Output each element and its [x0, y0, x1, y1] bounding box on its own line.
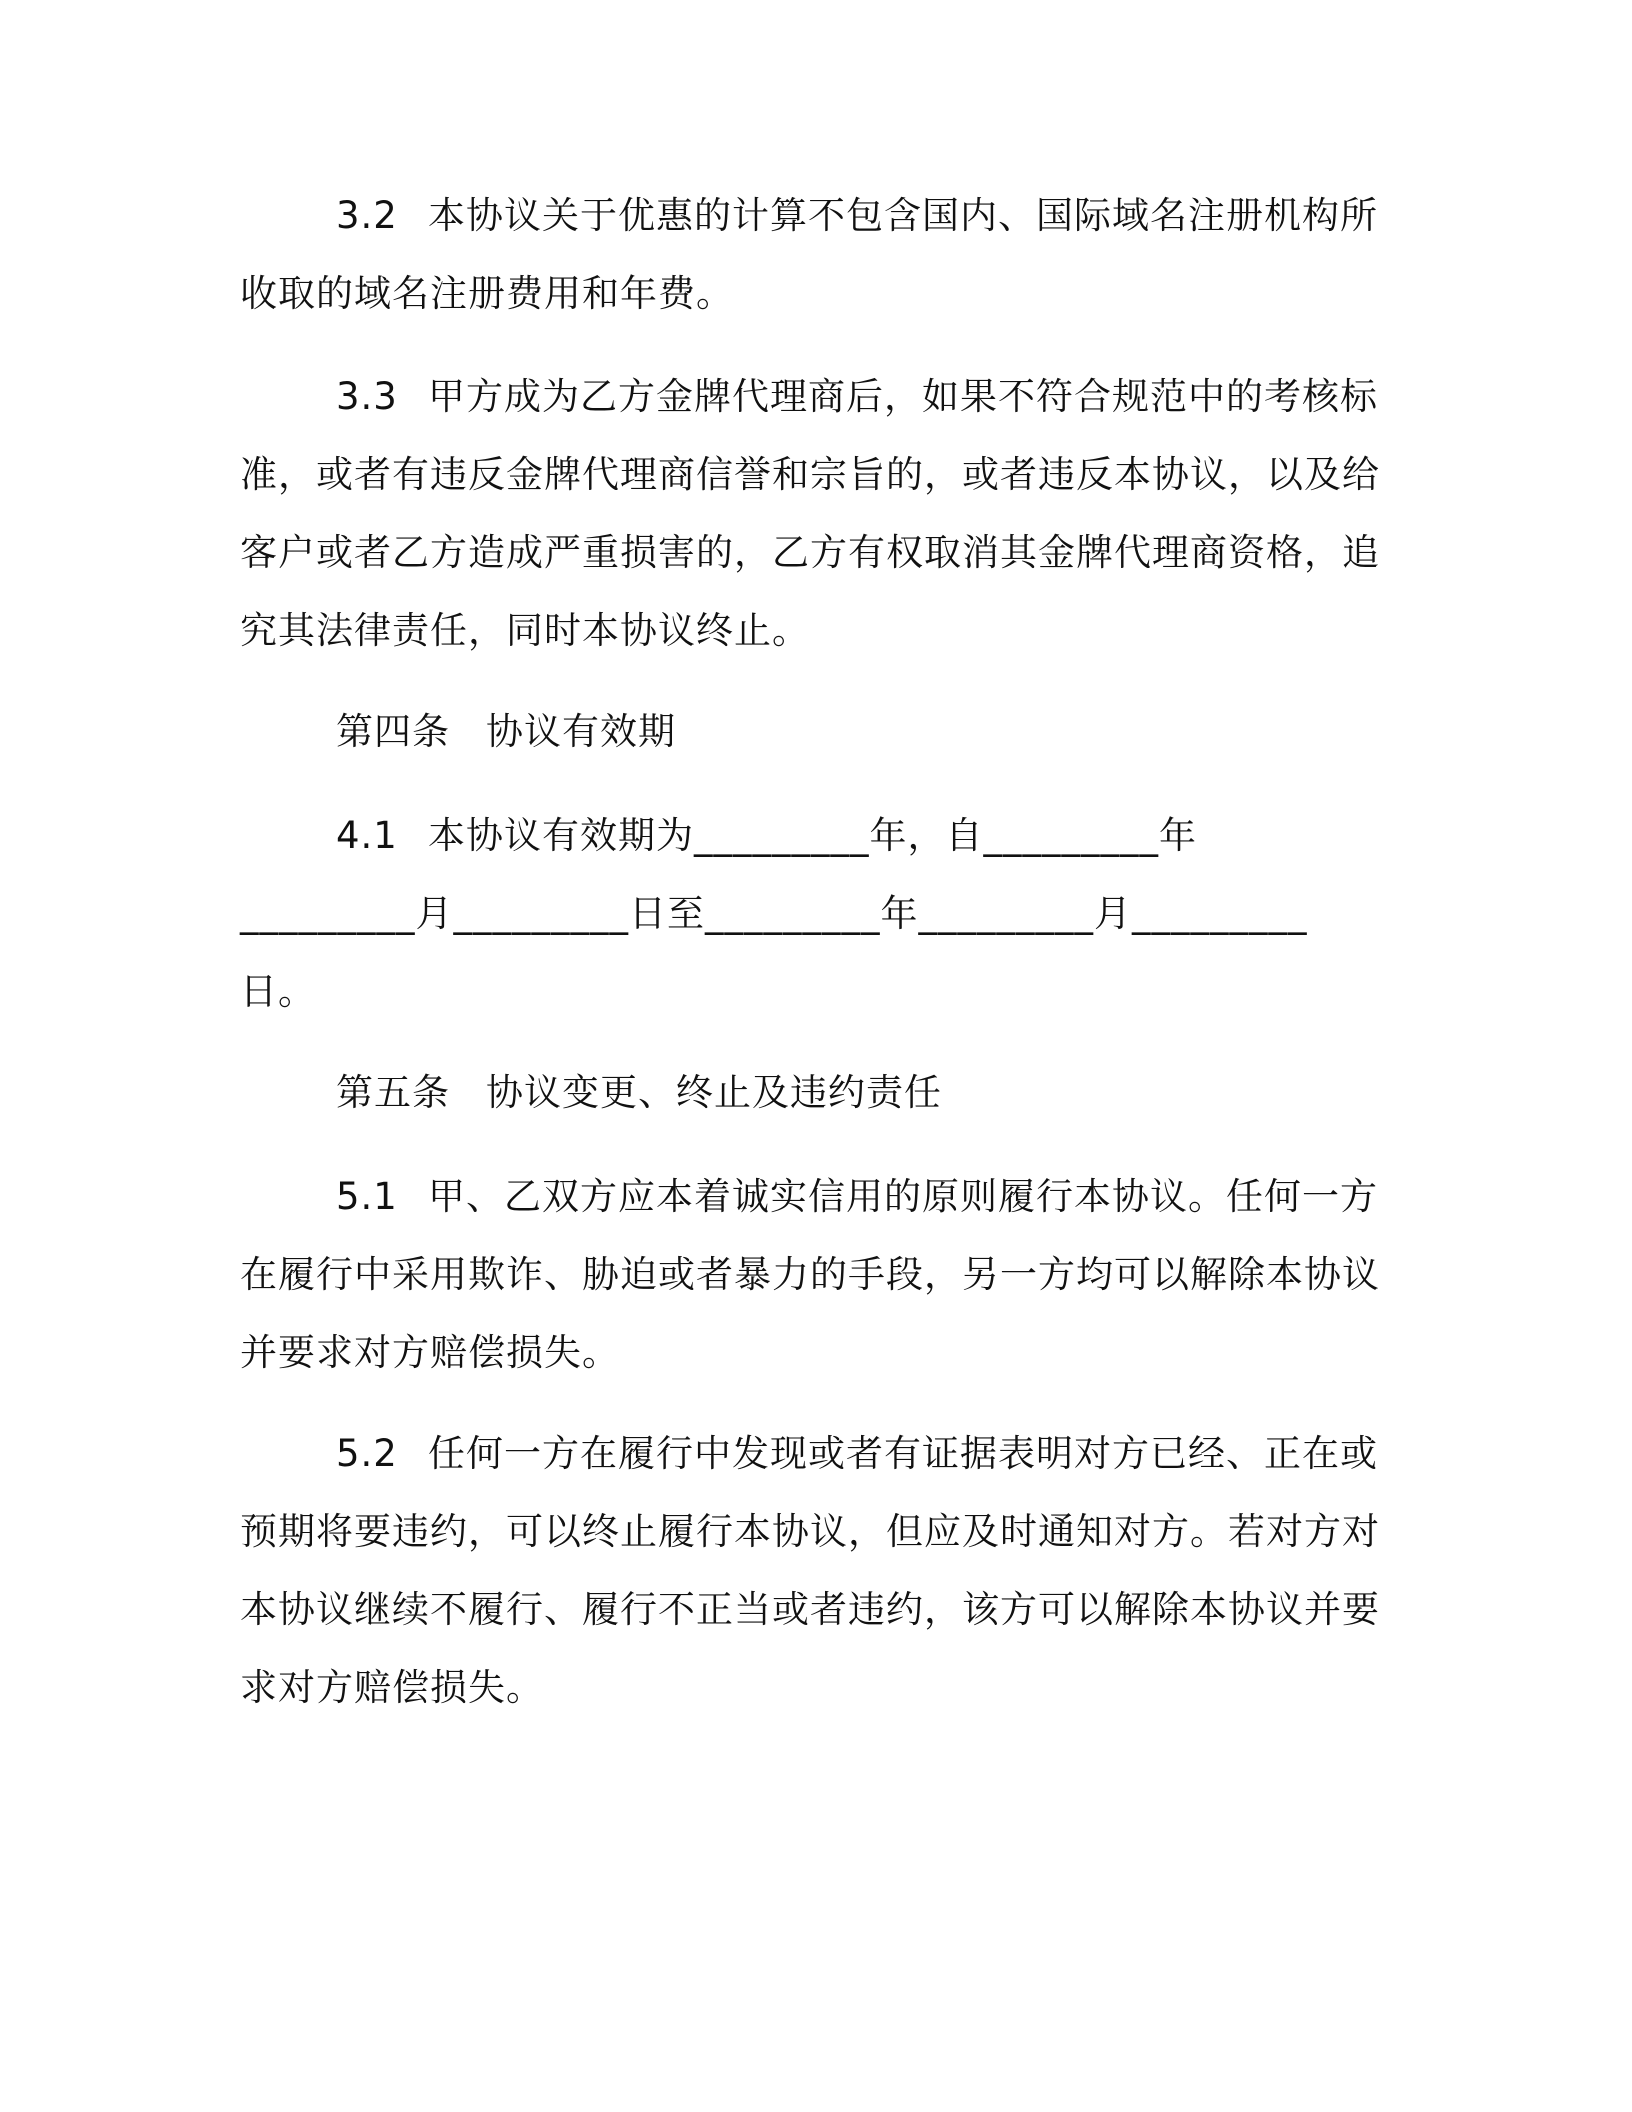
clause-line: 收取的域名注册费用和年费。 [240, 272, 734, 315]
article-title: 协议有效期 [486, 710, 676, 753]
clause-line: 求对方赔偿损失。 [240, 1666, 544, 1709]
clause-number: 3.2 [336, 194, 398, 237]
clause-line: 在履行中采用欺诈、胁迫或者暴力的手段，另一方均可以解除本协议 [240, 1253, 1380, 1296]
article-4-heading [240, 693, 1360, 771]
clause-text: 甲方成为乙方金牌代理商后，如果不符合规范中的考核标 [428, 375, 1378, 418]
article-title: 协议变更、终止及违约责任 [486, 1071, 942, 1114]
article-number: 第五条 [336, 1071, 450, 1114]
clause-number: 4.1 [336, 814, 398, 857]
clause-3-2 [240, 177, 1378, 333]
clause-4-1 [240, 797, 1360, 1031]
clause-line: 客户或者乙方造成严重损害的，乙方有权取消其金牌代理商资格，追 [240, 531, 1380, 574]
clause-line [240, 177, 1378, 255]
clause-5-1 [240, 1158, 1380, 1392]
clause-line: 并要求对方赔偿损失。 [240, 1331, 620, 1374]
clause-number: 3.3 [336, 375, 398, 418]
clause-text: 任何一方在履行中发现或者有证据表明对方已经、正在或 [428, 1432, 1378, 1475]
clause-line [240, 1158, 1378, 1236]
heading-line [240, 693, 1360, 771]
clause-text: 本协议关于优惠的计算不包含国内、国际域名注册机构所 [428, 194, 1378, 237]
clause-line [240, 1415, 1378, 1493]
article-5-heading [240, 1054, 1360, 1132]
clause-5-2 [240, 1415, 1380, 1727]
clause-line: 预期将要违约，可以终止履行本协议，但应及时通知对方。若对方对 [240, 1510, 1380, 1553]
clause-line: 究其法律责任，同时本协议终止。 [240, 609, 810, 652]
clause-line: 日。 [240, 970, 316, 1013]
clause-line [240, 797, 1360, 875]
clause-line: 本协议继续不履行、履行不正当或者违约，该方可以解除本协议并要 [240, 1588, 1380, 1631]
clause-line: _________月_________日至_________年_________月_________ [240, 892, 1308, 935]
heading-line [240, 1054, 1360, 1132]
clause-text: 本协议有效期为_________年，自_________年 [428, 814, 1197, 857]
clause-text: 甲、乙双方应本着诚实信用的原则履行本协议。任何一方 [428, 1175, 1378, 1218]
clause-number: 5.1 [336, 1175, 398, 1218]
article-number: 第四条 [336, 710, 450, 753]
clause-3-3 [240, 358, 1380, 670]
clause-line [240, 358, 1378, 436]
clause-number: 5.2 [336, 1432, 398, 1475]
clause-line: 准，或者有违反金牌代理商信誉和宗旨的，或者违反本协议，以及给 [240, 453, 1380, 496]
